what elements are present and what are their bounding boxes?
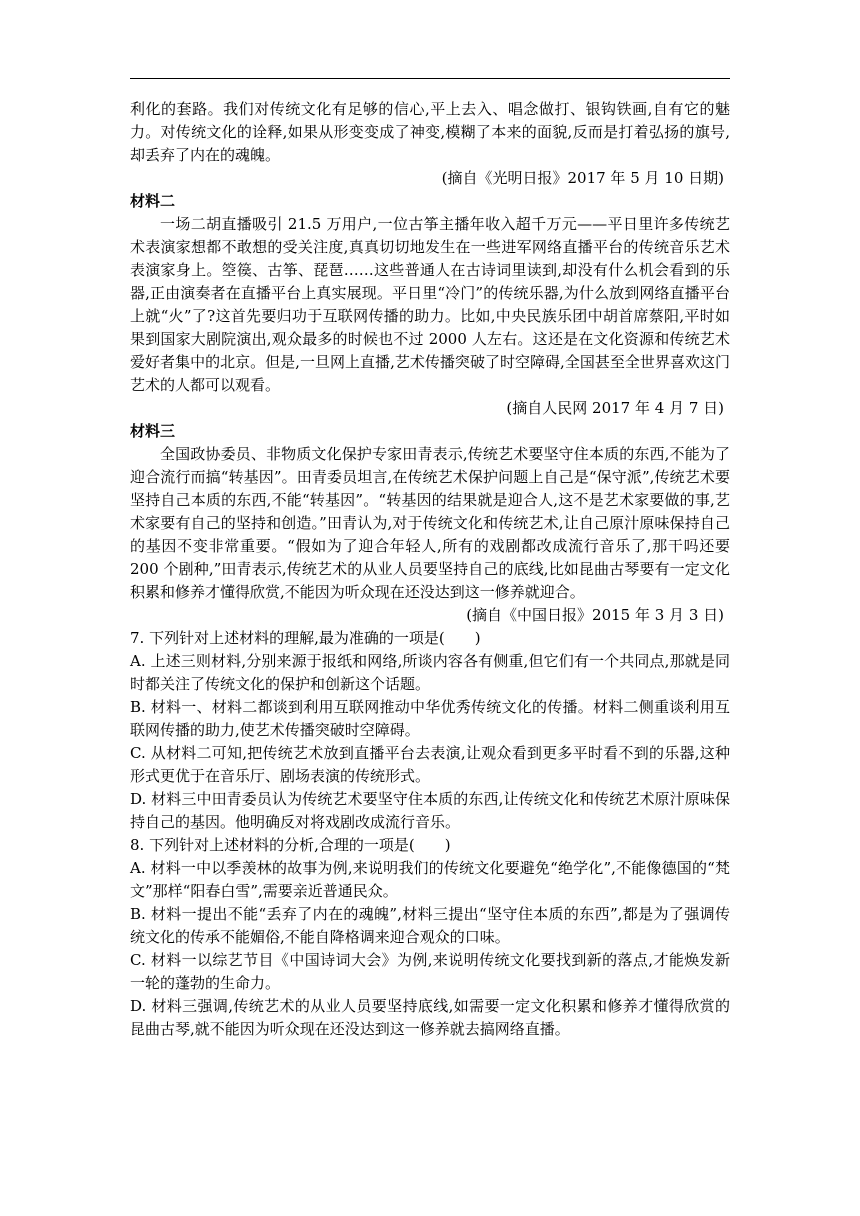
- material-two-paragraph: 一场二胡直播吸引 21.5 万用户,一位古筝主播年收入超千万元——平日里许多传统艺术表演家想都不敢想的受关注度,真真切切地发生在一些进军网络直播平台的传统音乐艺术表演家身上。箜篌、古筝、琵琶……这些普通人在古诗词里读到,却没有什么机会看到的乐器,正由演奏者在直播平台上真实展现。平日里“冷门”的传统乐器,为什么放到网络直播平台上就“火”了?这首先要归功于互联网传播的助力。比如,中央民族乐团中胡首席蔡阳,平时如果到国家大剧院演出,观众最多的时候也不过 2000 人左右。这还是在文化资源和传统艺术爱好者集中的北京。但是,一旦网上直播,艺术传播突破了时空障碍,全国甚至全世界喜欢这门艺术的人都可以观看。: [130, 215, 730, 394]
- question-8-option-a: A. 材料一中以季羡林的故事为例,来说明我们的传统文化要避免“绝学化”,不能像德国的“梵文”那样“阳春白雪”,需要亲近普通民众。: [130, 859, 730, 900]
- question-8-option-b: B. 材料一提出不能“丢弃了内在的魂魄”,材料三提出“坚守住本质的东西”,都是为了强调传统文化的传承不能媚俗,不能自降格调来迎合观众的口味。: [130, 905, 730, 946]
- material-two-source: (摘自人民网 2017 年 4 月 7 日): [506, 399, 724, 417]
- question-8-stem: 8. 下列针对上述材料的分析,合理的一项是( ): [130, 836, 451, 854]
- question-7-option-c: C. 从材料二可知,把传统艺术放到直播平台去表演,让观众看到更多平时看不到的乐器,这种形式更优于在音乐厅、剧场表演的传统形式。: [130, 744, 730, 785]
- question-7-option-b: B. 材料一、材料二都谈到利用互联网推动中华优秀传统文化的传播。材料二侧重谈利用互联网传播的助力,使艺术传播突破时空障碍。: [130, 698, 730, 739]
- material-three-paragraph: 全国政协委员、非物质文化保护专家田青表示,传统艺术要坚守住本质的东西,不能为了迎合流行而搞“转基因”。田青委员坦言,在传统艺术保护问题上自己是“保守派”,传统艺术要坚持自己本质的东西,不能“转基因”。“转基因的结果就是迎合人,这不是艺术家要做的事,艺术家要有自己的坚持和创造。”田青认为,对于传统文化和传统艺术,让自己原汁原味保持自己的基因不变非常重要。“假如为了迎合年轻人,所有的戏剧都改成流行音乐了,那干吗还要 200 个剧种,”田青表示,传统艺术的从业人员要坚持自己的底线,比如昆曲古琴要有一定文化积累和修养才懂得欣赏,不能因为听众现在还没达到这一修养就迎合。: [130, 445, 730, 601]
- material-two-heading: 材料二: [130, 192, 176, 210]
- material-three-source: (摘自《中国日报》2015 年 3 月 3 日): [466, 606, 724, 624]
- question-8-option-d: D. 材料三强调,传统艺术的从业人员要坚持底线,如需要一定文化积累和修养才懂得欣赏的昆曲古琴,就不能因为听众现在还没达到这一修养就去搞网络直播。: [130, 997, 730, 1038]
- question-7-stem: 7. 下列针对上述材料的理解,最为准确的一项是( ): [130, 629, 481, 647]
- document-body: [130, 98, 730, 1041]
- material-one-source: (摘自《光明日报》2017 年 5 月 10 日期): [441, 169, 724, 187]
- question-7-option-a: A. 上述三则材料,分别来源于报纸和网络,所谈内容各有侧重,但它们有一个共同点,那就是同时都关注了传统文化的保护和创新这个话题。: [130, 652, 730, 693]
- material-one-paragraph: 利化的套路。我们对传统文化有足够的信心,平上去入、唱念做打、银钩铁画,自有它的魅力。对传统文化的诠释,如果从形变变成了神变,模糊了本来的面貌,反而是打着弘扬的旗号,却丢弃了内在的魂魄。: [130, 100, 730, 164]
- header-rule: [130, 78, 730, 79]
- question-7-option-d: D. 材料三中田青委员认为传统艺术要坚守住本质的东西,让传统文化和传统艺术原汁原味保持自己的基因。他明确反对将戏剧改成流行音乐。: [130, 790, 730, 831]
- question-8-option-c: C. 材料一以综艺节目《中国诗词大会》为例,来说明传统文化要找到新的落点,才能焕发新一轮的蓬勃的生命力。: [130, 951, 730, 992]
- material-three-heading: 材料三: [130, 422, 176, 440]
